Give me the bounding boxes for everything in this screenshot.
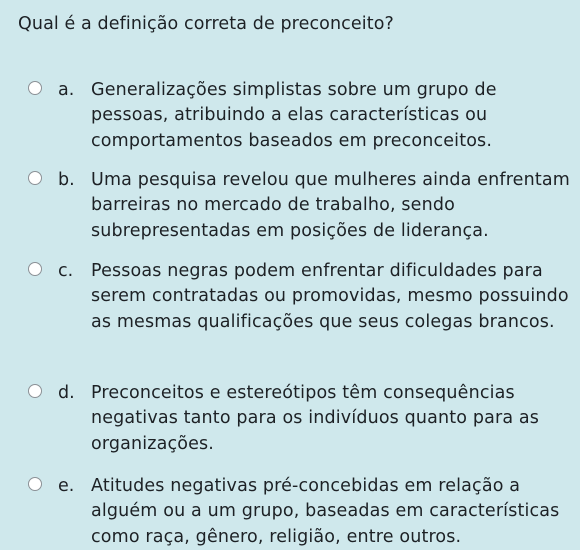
option-c-letter: c. <box>58 261 74 281</box>
radio-a[interactable] <box>28 81 42 95</box>
option-d-letter: d. <box>58 383 75 403</box>
option-e-text: Atitudes negativas pré-concebidas em relação a alguém ou a um grupo, baseadas em características como raça, gênero, religião, entre outros. <box>91 476 560 547</box>
option-b-text: Uma pesquisa revelou que mulheres ainda enfrentam barreiras no mercado de trabalho, sendo subrepresentadas em posições de liderança. <box>91 170 570 241</box>
radio-b[interactable] <box>28 171 42 185</box>
option-c-text: Pessoas negras podem enfrentar dificuldades para serem contratadas ou promovidas, mesmo possuindo as mesmas qualificações que seus colegas brancos. <box>91 261 569 332</box>
option-d-text: Preconceitos e estereótipos têm consequências negativas tanto para os indivíduos quanto para as organizações. <box>91 383 540 454</box>
question-text: Qual é a definição correta de preconceito? <box>18 14 394 34</box>
option-e-letter: e. <box>58 476 75 496</box>
option-b-letter: b. <box>58 170 75 190</box>
radio-e[interactable] <box>28 477 42 491</box>
radio-c[interactable] <box>28 262 42 276</box>
option-a-letter: a. <box>58 80 75 100</box>
option-a-text: Generalizações simplistas sobre um grupo de pessoas, atribuindo a elas características ou comportamentos baseados em preconceitos. <box>91 80 497 151</box>
radio-d[interactable] <box>28 384 42 398</box>
